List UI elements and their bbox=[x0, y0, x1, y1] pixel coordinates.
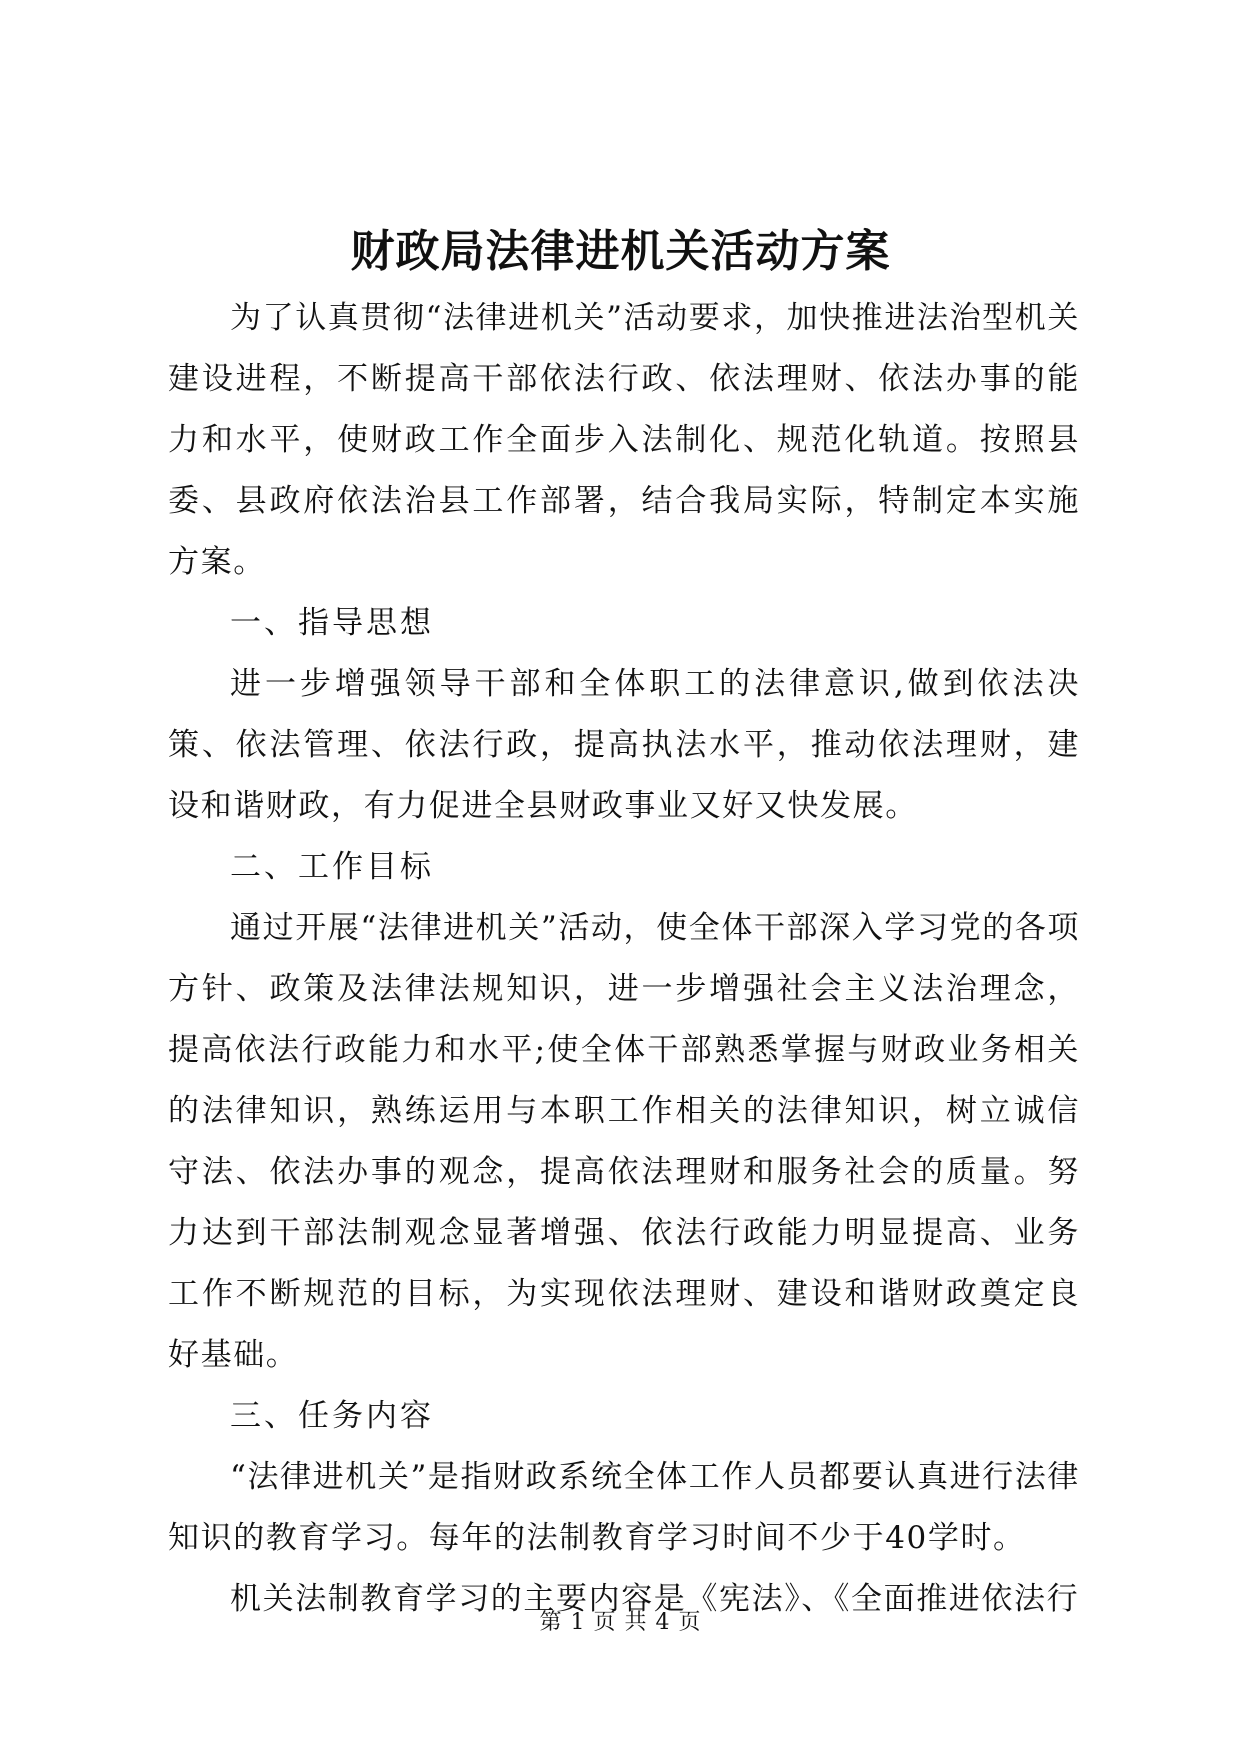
page-number-footer: 第 1 页 共 4 页 bbox=[539, 1610, 702, 1635]
section-heading-task-content: 三、任务内容 bbox=[230, 1398, 434, 1434]
study-content-paragraph: 机关法制教育学习的主要内容是《宪法》、《全面推进依法行 bbox=[230, 1581, 1080, 1617]
section-heading-work-goals: 二、工作目标 bbox=[230, 849, 434, 885]
work-goals-paragraph: 通过开展“法律进机关”活动，使全体干部深入学习党的各项方针、政策及法律法规知识，进一步增强社会主义法治理念，提高依法行政能力和水平;使全体干部熟悉掌握与财政业务相关的法律知识，熟练运用与本职工作相关的法律知识，树立诚信守法、依法办事的观念，提高依法理财和服务社会的质量。努力达到干部法制观念显著增强、依法行政能力明显提高、业务工作不断规范的目标，为实现依法理财、建设和谐财政奠定良好基础。 bbox=[168, 910, 1080, 1373]
document-body bbox=[168, 288, 1080, 1630]
guiding-ideology-paragraph: 进一步增强领导干部和全体职工的法律意识,做到依法决策、依法管理、依法行政，提高执法水平，推动依法理财，建设和谐财政，有力促进全县财政事业又好又快发展。 bbox=[168, 666, 1080, 824]
intro-paragraph: 为了认真贯彻“法律进机关”活动要求，加快推进法治型机关建设进程，不断提高干部依法行政、依法理财、依法办事的能力和水平，使财政工作全面步入法制化、规范化轨道。按照县委、县政府依法治县工作部署，结合我局实际，特制定本实施方案。 bbox=[168, 300, 1080, 580]
task-content-paragraph: “法律进机关”是指财政系统全体工作人员都要认真进行法律知识的教育学习。每年的法制教育学习时间不少于40学时。 bbox=[168, 1459, 1080, 1556]
document-title: 财政局法律进机关活动方案 bbox=[350, 226, 891, 277]
section-heading-guiding-ideology: 一、指导思想 bbox=[230, 605, 434, 641]
